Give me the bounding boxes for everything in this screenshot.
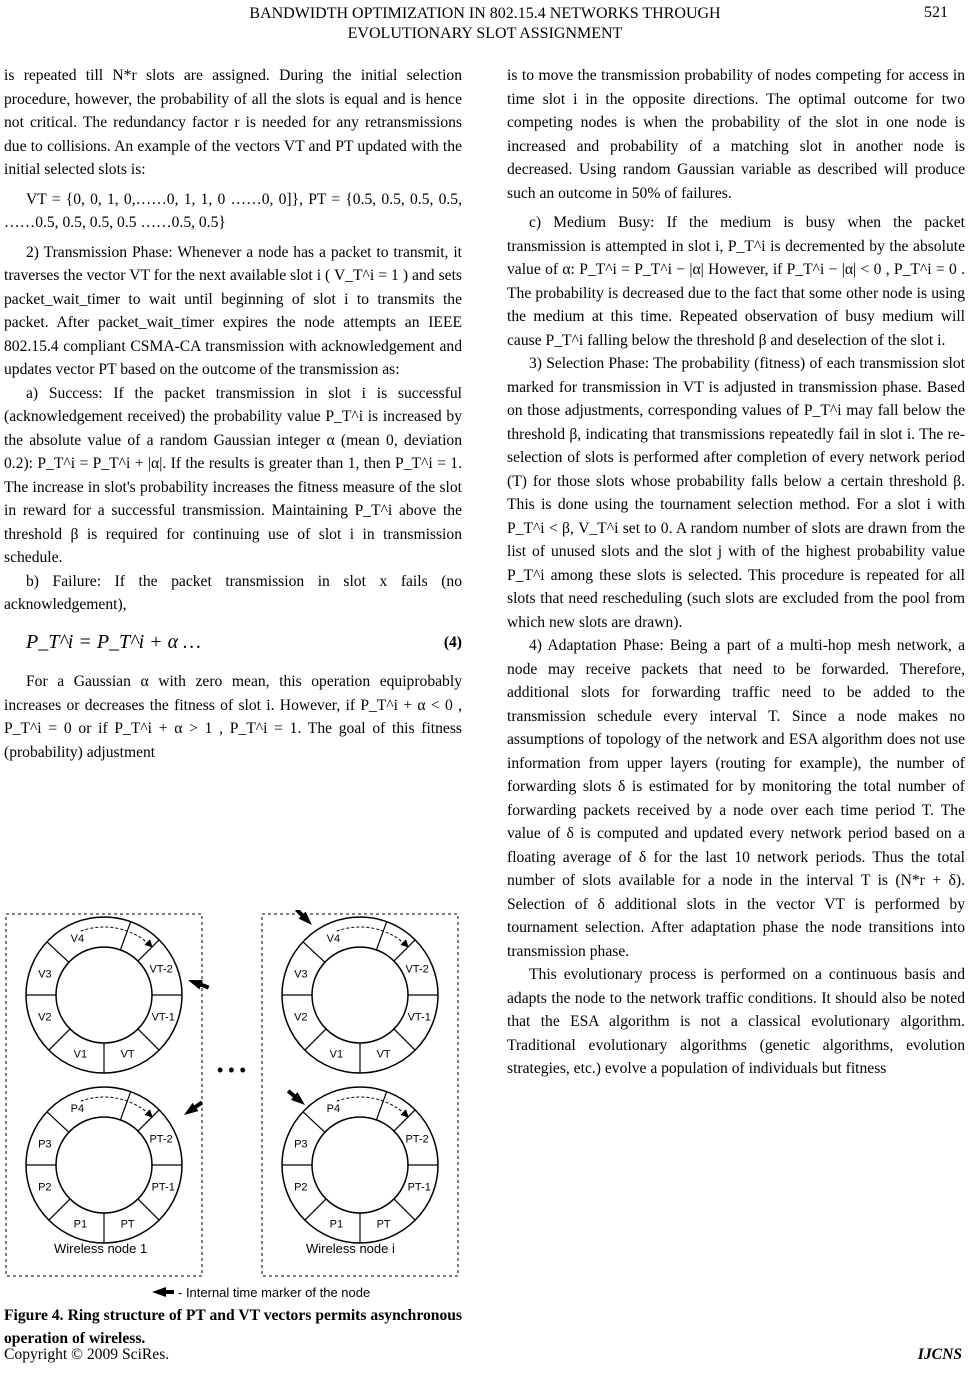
ring-slot-label: VT: [120, 1048, 135, 1061]
success-paragraph: a) Success: If the packet transmission in slot i is successful (acknowledgement received) the probability value P_T^i is increased by the absolute value of a random Gaussian integer α (mean 0, deviation 0.2): P_T^i = P_T^i + |α|. If the results is greater than 1, then P_T^i = 1. The increase in slot's probability increases the fitness measure of the slot in reward for a successful transmission. Maintaining P_T^i above the threshold β is required for continuing use of slot i in transmission schedule.: [4, 384, 462, 566]
right-paragraph-1: is to move the transmission probability of nodes competing for access in time slot i in the opposite directions. The optimal outcome for two competing nodes is when the probability of the slot in one node is increased and probability of a matching slot in another node is decreased. Using random Gaussian variable as described will produce such an outcome in 50% of failures.: [507, 67, 965, 202]
ellipsis: • • •: [217, 1060, 246, 1080]
node1-label: Wireless node 1: [54, 1241, 148, 1256]
gaussian-paragraph: For a Gaussian α with zero mean, this operation equiprobably increases or decreases the fitness of slot i. However, if P_T^i + α < 0 , P_T^i = 0 or if P_T^i + α > 1 , P_T^i = 1. The goal of this fitness (probability) adjustment: [4, 673, 462, 761]
evolutionary-process-paragraph: This evolutionary process is performed on a continuous basis and adapts the node to the network traffic conditions. It should also be noted that the ESA algorithm is not a classical evolutionary algorithm. Traditional evolutionary algorithms (genetic algorithms, evolution strategies, etc.) evolve a population of individuals but fitness: [507, 966, 965, 1077]
nodei-p-ring: [282, 1087, 438, 1243]
equation-4-number: (4): [443, 633, 462, 651]
transmission-phase-paragraph: 2) Transmission Phase: Whenever a node has a packet to transmit, it traverses the vector VT for the next available slot i ( V_T^i = 1 ) and sets packet_wait_timer to wait until beginning of slot i to transmits the packet. After packet_wait_timer expires the node attempts an IEEE 802.15.4 compliant CSMA-CA transmission with acknowledgement and updates vector PT based on the outcome of the transmission as:: [4, 243, 462, 378]
ring-slot-label: P1: [73, 1218, 88, 1231]
ring-slot-label: P4: [326, 1102, 341, 1115]
ring-slot-label: V3: [294, 968, 308, 981]
ring-slot-label: V3: [38, 968, 52, 981]
ring-slot-label: V1: [73, 1048, 88, 1061]
journal-name: IJCNS: [917, 1346, 962, 1363]
equation-4-formula: P_T^i = P_T^i + α …: [26, 630, 201, 653]
ring-slot-label: PT-1: [151, 1181, 175, 1194]
ring-slot-label: P1: [329, 1218, 344, 1231]
ring-slot-label: VT-2: [405, 963, 429, 976]
figure-caption: Figure 4. Ring structure of PT and VT vectors permits asynchronous operation of wireless.: [4, 1307, 462, 1347]
ring-slot-label: V4: [70, 932, 85, 945]
ring-slot-label: PT: [376, 1218, 391, 1231]
ring-slot-label: VT-1: [151, 1011, 175, 1024]
ring-slot-label: V2: [38, 1011, 52, 1024]
figure-4-ring-structure: [4, 910, 462, 1300]
arrow-legend-icon: [152, 1287, 174, 1297]
ring-slot-label: V2: [294, 1011, 308, 1024]
time-marker-icon: [293, 910, 316, 929]
nodei-v-ring: [282, 910, 438, 1073]
ring-slot-label: P3: [294, 1138, 308, 1151]
ring-slot-label: PT-2: [149, 1133, 173, 1146]
ring-slot-label: VT: [376, 1048, 391, 1061]
ring-slot-label: VT-2: [149, 963, 173, 976]
equation-4: [4, 631, 462, 655]
medium-busy-paragraph: c) Medium Busy: If the medium is busy when the packet transmission is attempted in slot i, P_T^i is decremented by the absolute value of α: P_T^i = P_T^i − |α| However, if P_T^i − |α| < 0 , P_T^i = 0 . The probability is decreased due to the fact that some other node is using the medium at this time. Repeated observation of busy medium will cause P_T^i falling below the threshold β and deselection of the slot i.: [507, 214, 965, 349]
ring-diagram: [4, 910, 462, 1300]
time-marker-icon: [186, 975, 210, 992]
right-column: [507, 64, 965, 1081]
nodei-label: Wireless node i: [306, 1241, 395, 1256]
legend-text: - Internal time marker of the node: [178, 1285, 371, 1300]
ring-slot-label: V1: [329, 1048, 344, 1061]
time-marker-icon: [181, 1098, 205, 1119]
ring-slot-label: PT: [120, 1218, 135, 1231]
node1-v-ring: [26, 917, 210, 1073]
ring-slot-label: PT-1: [407, 1181, 431, 1194]
ring-slot-label: P2: [294, 1181, 308, 1194]
header-title-line1: BANDWIDTH OPTIMIZATION IN 802.15.4 NETWORKS THROUGH: [249, 5, 721, 22]
left-column: [4, 64, 462, 764]
time-marker-icon: [285, 1087, 308, 1109]
copyright: Copyright © 2009 SciRes.: [4, 1346, 170, 1363]
header-title-line2: EVOLUTIONARY SLOT ASSIGNMENT: [347, 25, 623, 42]
ring-slot-label: VT-1: [407, 1011, 431, 1024]
node1-p-ring: [26, 1087, 205, 1243]
ring-slot-label: P4: [70, 1102, 85, 1115]
ring-slot-label: P2: [38, 1181, 52, 1194]
adaptation-phase-paragraph: 4) Adaptation Phase: Being a part of a multi-hop mesh network, a node may receive packets that need to be forwarded. Therefore, additional slots for forwarding traffic need to be added to the transmission schedule every interval T. Since a node makes no assumptions of topology of the network and ESA algorithm does not use information from upper layers (routing for example), the number of forwarding slots δ is estimated for by monitoring the total number of forwarding packets received by a node over each time period T. The value of δ is computed and updated every network period based on a floating average of δ for the last 10 network periods. Thus the total number of slots available for a node in the interval T is (N*r + δ). Selection of δ additional slots in the vector VT is performed by tournament selection. After adaptation phase the node transitions into transmission phase.: [507, 637, 965, 960]
ring-slot-label: P3: [38, 1138, 52, 1151]
ring-slot-label: V4: [326, 932, 341, 945]
left-vector-example: VT = {0, 0, 1, 0,……0, 1, 1, 0 ……0, 0]}, PT = {0.5, 0.5, 0.5, 0.5, ……0.5, 0.5, 0.5, 0.5 ……0.5, 0.5}: [4, 190, 462, 231]
ring-slot-label: PT-2: [405, 1133, 429, 1146]
failure-paragraph: b) Failure: If the packet transmission in slot x fails (no acknowledgement),: [4, 572, 462, 613]
selection-phase-paragraph: 3) Selection Phase: The probability (fitness) of each transmission slot marked for transmission in VT is adjusted in transmission phase. Based on those adjustments, corresponding values of P_T^i may fall below the threshold β, indicating that transmissions repeatedly fail in slot i. The re-selection of slots is performed after completion of every network period (T) for those slots whose probability falls below a certain threshold β. This is done using the tournament selection method. For a slot i with P_T^i < β, V_T^i set to 0. A random number of slots are drawn from the list of unused slots and the slot j with of the highest probability value P_T^i among these slots is selected. This procedure is repeated for all slots that need rescheduling (such slots are excluded from the pool from which new slots are drawn).: [507, 355, 965, 631]
left-paragraph-1: is repeated till N*r slots are assigned. During the initial selection procedure, however, the probability of all the slots is equal and is hence not critical. The redundancy factor r is needed for any retransmissions due to collisions. An example of the vectors VT and PT updated with the initial selected slots is:: [4, 67, 462, 178]
page-number: 521: [924, 4, 948, 21]
